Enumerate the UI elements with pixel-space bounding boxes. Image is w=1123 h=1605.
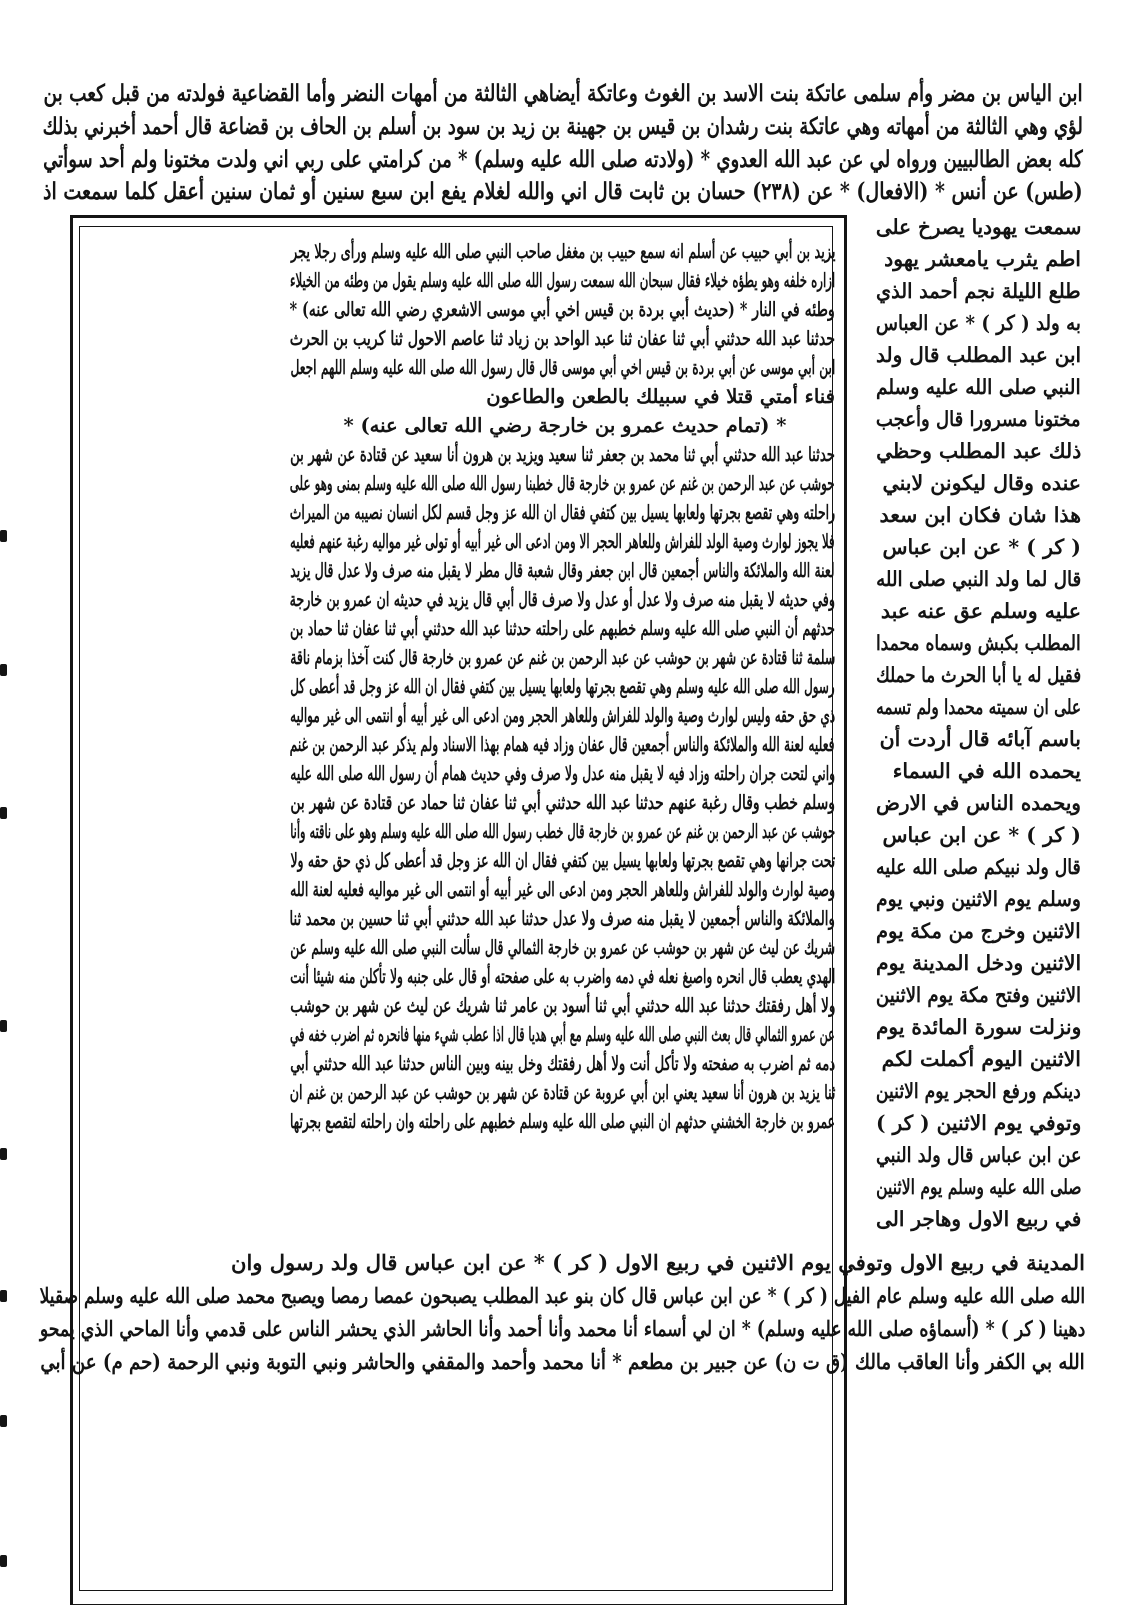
side-line-3: طلع الليلة نجم أحمد الذي [876,279,1081,303]
edge-mark [0,1020,7,1032]
main-line-11: فلا يجوز لوارث وصية الولد للفراش وللعاهر الحجر الا ومن ادعى الى غير أبيه أو تولى غير مواليه رغبة عنهم فعليه [290,530,835,553]
side-line-22: وسلم يوم الاثنين ونبي يوم [876,887,1081,911]
bottom-line-4: الله بي الكفر وأنا العاقب مالك (ق ت ن) عن جبير بن مطعم * أنا محمد وأحمد والمقفي والحاشر ونبي التوبة ونبي الرحمة (حم م) عن أبي [40,1349,1085,1374]
main-line-12: لعنة الله والملائكة والناس أجمعين قال ابن جعفر وقال شعبة قال مطر لا يقبل منه صرف ولا عدل قال يزيد [290,559,835,582]
main-line-28: عن عمرو الثمالي قال بعث النبي صلى الله عليه وسلم مع أبي هديا قال اذا عطب شيء منها فانحره ثم اضرب خفه في [290,1023,835,1046]
main-line-25: شريك عن ليث عن شهر بن حوشب عن عمرو بن خارجة الثمالي قال سألت النبي صلى الله عليه وسلم عن [290,936,835,959]
side-line-28: دينكم ورفع الحجر يوم الاثنين [876,1079,1081,1103]
side-line-29: وتوفي يوم الاثنين ( كر ) [875,1111,1081,1135]
edge-mark [0,807,7,819]
main-line-5: ابن أبي موسى عن أبي بردة بن قيس اخي أبي موسى قال قال رسول الله صلى الله عليه وسلم اللهم اجعل [290,356,835,379]
main-line-26: الهدي يعطب قال انحره واصبغ نعله في دمه واضرب به على صفحته أو قال على جنبه ولا تأكلن منه شيئا أنت [289,965,835,988]
side-line-32: في ربيع الاول وهاجر الى [875,1207,1081,1231]
side-line-10: هذا شان فكان ابن سعد [879,503,1081,527]
top-line-4: (طس) عن أنس * (الافعال) * عن (٢٣٨) حسان بن ثابت قال اني والله لغلام يفع ابن سبع سنين أو ثمان سنين أعقل كلما سمعت اذ [43,178,1083,205]
side-line-6: النبي صلى الله عليه وسلم [876,375,1081,399]
bottom-line-1: المدينة في ربيع الاول وتوفي يوم الاثنين في ربيع الاول ( كر ) * عن ابن عباس قال ولد رسول وان [231,1250,1085,1275]
main-line-15: سلمة ثنا قتادة عن شهر بن حوشب عن عبد الرحمن بن غنم عن عمرو بن خارجة قال كنت آخذا بزمام ناقة [289,646,835,669]
side-line-8: ذلك عبد المطلب وحظي [875,439,1081,463]
main-line-10: راحلته وهي تقصع بجرتها ولعابها يسيل بين كتفي فقال ان الله عز وجل قسم لكل انسان نصيبه من الميراث [289,501,835,524]
main-line-17: ذي حق حقه وليس لوارث وصية والولد للفراش وللعاهر الحجر ومن ادعى الى غير أبيه أو انتمى الى غير مواليه [290,704,835,727]
edge-mark [0,1555,7,1567]
top-line-1: ابن الياس بن مضر وأم سلمى عاتكة بنت الاسد بن الغوث وعاتكة أيضاهي الثالثة من أمهات النضر وأما القضاعية فولدته من قبل كعب بن [43,80,1083,107]
side-line-20: ( كر ) * عن ابن عباس [882,823,1081,847]
edge-mark [0,530,7,542]
side-line-15: فقيل له يا أبا الحرث ما حملك [875,663,1081,687]
edge-mark [0,1415,7,1427]
side-line-19: ويحمده الناس في الارض [876,791,1081,815]
side-line-11: ( كر ) * عن ابن عباس [882,535,1081,559]
main-line-24: والملائكة والناس أجمعين لا يقبل منه صرف ولا عدل حدثنا عبد الله حدثني أبي ثنا حسين بن محمد ثنا [289,907,835,930]
main-line-29: دمه ثم اضرب به صفحته ولا تأكل أنت ولا أهل رفقتك وخل بينه وبين الناس حدثنا عبد الله حدثني أبي [290,1052,835,1075]
main-line-22: تحت جرانها وهي تقصع بجرتها ولعابها يسيل بين كتفي فقال ان الله عز وجل قد أعطى كل ذي حق حقه ولا [290,849,835,872]
main-line-1: يزيد بن أبي حبيب عن أسلم انه سمع حبيب بن مغفل صاحب النبي صلى الله عليه وسلم ورأى رجلا يجر [290,240,835,263]
section-heading-amr-bin-kharija: * (تمام حديث عمرو بن خارجة رضي الله تعالى عنه) * [343,414,787,437]
edge-mark [0,1290,7,1302]
main-line-20: وسلم خطب وقال رغبة عنهم حدثنا عبد الله حدثني أبي ثنا عفان ثنا حماد عن قتادة عن شهر بن [290,791,835,814]
top-line-3: كله بعض الطالبيين ورواه لي عن عبد الله العدوي * (ولادته صلى الله عليه وسلم) * من كرامتي على ربي اني ولدت مختونا ولم أحد سوأتي [43,146,1083,173]
edge-mark [0,664,7,676]
bottom-line-3: دهينا ( كر ) * (أسماؤه صلى الله عليه وسلم) * ان لي أسماء أنا محمد وأنا أحمد وأنا الحاشر الذي يحشر الناس على قدمي وأنا الماحي الذي يمحو [39,1316,1085,1341]
side-line-18: يحمده الله في السماء [892,759,1081,783]
main-line-8: حدثنا عبد الله حدثني أبي ثنا محمد بن جعفر ثنا سعيد ويزيد بن هرون أنا سعيد عن قتادة عن شهر بن [290,443,835,466]
top-line-2: لؤي وهي الثالثة من أمهاته وهي عاتكة بنت رشدان بن قيس بن جهينة بن زيد بن سود بن أسلم بن الحاف بن قضاعة قال أحمد أخبرني بذلك [42,113,1083,140]
side-line-9: عنده وقال ليكونن لابني [882,471,1081,495]
main-line-31: عمرو بن خارجة الخشني حدثهم ان النبي صلى الله عليه وسلم خطبهم على راحلته وان راحلته لتقصع بجرتها [290,1110,835,1133]
main-line-18: فعليه لعنة الله والملائكة والناس أجمعين قال عفان وزاد فيه همام بهذا الاسناد ولم يذكر عبد الرحمن بن غنم [290,733,835,756]
side-line-4: به ولد ( كر ) * عن العباس [876,311,1081,335]
side-line-2: اطم يثرب يامعشر يهود [884,247,1081,271]
main-line-16: رسول الله صلى الله عليه وسلم وهي تقصع بجرتها ولعابها يسيل بين كتفي فقال ان الله عز وجل قد أعطى كل [290,675,835,698]
main-line-2: ازاره خلفه وهو يطؤه خيلاء فقال سبحان الله سمعت رسول الله صلى الله عليه وسلم يقول من وطئه من الخيلاء [289,269,835,292]
side-line-13: عليه وسلم عق عنه عبد [880,599,1081,623]
main-line-3: وطئه في النار * (حديث أبي بردة بن قيس اخي أبي موسى الاشعري رضي الله تعالى عنه) * [289,298,835,321]
side-line-27: الاثنين اليوم أكملت لكم [881,1047,1081,1071]
main-line-27: ولا أهل رفقتك حدثنا عبد الله حدثني أبي ثنا أسود بن عامر ثنا شريك عن ليث عن شهر بن حوشب [289,994,835,1017]
side-line-7: مختونا مسرورا قال وأعجب [876,407,1081,431]
side-line-23: الاثنين وخرج من مكة يوم [876,919,1081,943]
main-line-14: حدثهم أن النبي صلى الله عليه وسلم خطبهم على راحلته حدثنا عبد الله حدثني أبي ثنا عفان ثنا حماد بن [290,617,835,640]
main-line-19: واني لتحت جران راحلته وزاد فيه لا يقبل منه عدل ولا صرف وفي حديث همام أن رسول الله صلى الله عليه [290,762,835,785]
main-line-30: ثنا يزيد بن هرون أنا سعيد يعني ابن أبي عروبة عن قتادة عن شهر بن حوشب عن عبد الرحمن بن غنم ان [289,1081,835,1104]
main-line-13: وفي حديثه لا يقبل منه صرف ولا عدل أو عدل ولا صرف قال أبي قال يزيد في حديثه ان عمرو بن خارجة [289,588,835,611]
side-line-14: المطلب بكبش وسماه محمدا [876,631,1081,655]
main-line-4: حدثنا عبد الله حدثني أبي ثنا عفان ثنا عبد الواحد بن زياد ثنا عاصم الاحول ثنا كريب بن الحرث [289,327,835,350]
bottom-line-2: الله صلى الله عليه وسلم عام الفيل ( كر ) * عن ابن عباس قال كان بنو عبد المطلب يصبحون عمصا رمصا ويصبح محمد صلى الله عليه وسلم صقيلا [39,1283,1085,1308]
side-line-26: ونزلت سورة المائدة يوم [875,1015,1081,1039]
edge-mark [0,1148,7,1160]
side-line-5: ابن عبد المطلب قال ولد [875,343,1081,367]
main-line-9: حوشب عن عبد الرحمن بن غنم عن عمرو بن خارجة قال خطبنا رسول الله صلى الله عليه وسلم بمنى وهو على [290,472,835,495]
main-line-6: فناء أمتي قتلا في سبيلك بالطعن والطاعون [486,385,835,408]
side-line-24: الاثنين ودخل المدينة يوم [875,951,1081,975]
side-line-17: باسم آبائه قال أردت أن [879,727,1081,751]
side-line-30: عن ابن عباس قال ولد النبي [875,1143,1081,1167]
side-line-16: على ان سميته محمدا ولم تسمه [875,695,1081,719]
side-line-31: صلى الله عليه وسلم يوم الاثنين [875,1175,1081,1199]
main-line-23: وصية لوارث والولد للفراش وللعاهر الحجر ومن ادعى الى غير أبيه أو انتمى الى غير مواليه فعليه لعنة الله [290,878,835,901]
main-line-21: حوشب عن عبد الرحمن بن غنم عن عمرو بن خارجة قال خطب رسول الله صلى الله عليه وسلم وهو على ناقته وأنا [290,820,835,843]
side-line-21: قال ولد نبيكم صلى الله عليه [876,855,1081,879]
side-line-12: قال لما ولد النبي صلى الله [875,567,1081,591]
side-line-25: الاثنين وفتح مكة يوم الاثنين [875,983,1081,1007]
side-line-1: سمعت يهوديا يصرخ على [875,215,1081,239]
